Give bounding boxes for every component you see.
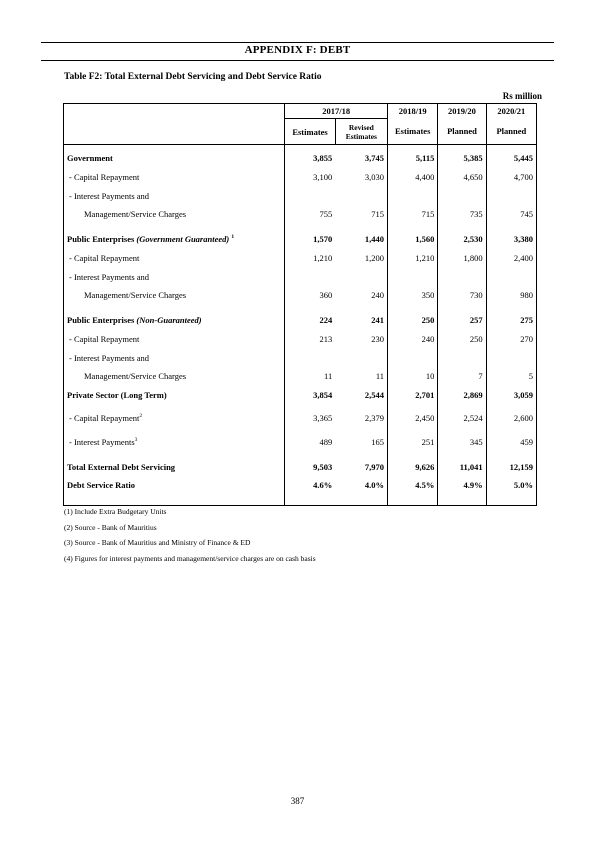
cell: 745 xyxy=(486,201,536,219)
cell: 1,210 xyxy=(388,244,438,263)
appendix-title: APPENDIX F: DEBT xyxy=(244,44,351,56)
cell: 459 xyxy=(486,423,536,447)
cell: 224 xyxy=(285,307,335,325)
row-label-cont: Management/Service Charges xyxy=(64,201,285,219)
cell: 715 xyxy=(371,208,385,219)
cell: 3,030 xyxy=(364,171,385,182)
cell: 1,200 xyxy=(364,252,385,263)
row-label: - Capital Repayment xyxy=(64,163,285,182)
cell: 755 xyxy=(285,201,335,219)
cell: 1,440 xyxy=(364,233,385,244)
row-label: Total External Debt Servicing xyxy=(64,454,285,472)
cell: 4.6% xyxy=(285,472,335,490)
cell: 2,544 xyxy=(364,389,385,400)
header-row-years xyxy=(64,104,537,119)
cell: 730 xyxy=(438,282,486,300)
cell: 2,400 xyxy=(486,244,536,263)
header-sub-planned-2: Planned xyxy=(486,119,536,145)
header-sub-estimates: Estimates xyxy=(285,119,335,145)
table-row xyxy=(64,400,537,423)
row-label: - Capital Repayment$^2$ xyxy=(64,400,285,423)
cell: 2,869 xyxy=(438,381,486,400)
cell: 1,560 xyxy=(388,226,438,244)
row-label: - Interest Payments and xyxy=(64,263,285,282)
cell: 345 xyxy=(438,423,486,447)
cell: 241 xyxy=(371,314,385,325)
table-row xyxy=(64,282,537,300)
cell: 213 xyxy=(285,325,335,344)
header-2019-20: 2019/20 xyxy=(438,104,486,119)
footnote: (1) Include Extra Budgetary Units xyxy=(64,507,167,516)
cell: 12,159 xyxy=(486,454,536,472)
cell: 11 xyxy=(375,370,385,381)
cell: 10 xyxy=(388,363,438,381)
cell: 3,855 xyxy=(285,145,335,163)
table-row xyxy=(64,363,537,381)
cell: 5,385 xyxy=(438,145,486,163)
header-sub-planned: Planned xyxy=(438,119,486,145)
table-row xyxy=(64,423,537,447)
header-sub-estimates-2: Estimates xyxy=(388,119,438,145)
cell: 4,650 xyxy=(438,163,486,182)
cell: 7 xyxy=(438,363,486,381)
cell: 4.9% xyxy=(438,472,486,490)
cell: 360 xyxy=(285,282,335,300)
cell: 350 xyxy=(388,282,438,300)
table-row xyxy=(64,226,537,244)
cell: 11 xyxy=(285,363,335,381)
footnotes xyxy=(64,504,316,566)
table-row-ratio xyxy=(64,472,537,490)
cell: 230 xyxy=(371,333,385,344)
cell: 3,059 xyxy=(486,381,536,400)
cell: 735 xyxy=(438,201,486,219)
row-label-cont: Management/Service Charges xyxy=(64,363,285,381)
cell: 4,400 xyxy=(388,163,438,182)
cell: 9,626 xyxy=(388,454,438,472)
row-label: Debt Service Ratio xyxy=(64,472,285,490)
table-row xyxy=(64,344,537,363)
cell: 5,445 xyxy=(486,145,536,163)
table-row xyxy=(64,325,537,344)
cell: 2,530 xyxy=(438,226,486,244)
cell: 7,970 xyxy=(364,461,385,472)
cell: 240 xyxy=(388,325,438,344)
row-label: Government xyxy=(64,145,285,163)
row-label: - Interest Payments and xyxy=(64,344,285,363)
footnote: (4) Figures for interest payments and management/service charges are on cash basis xyxy=(64,553,316,563)
row-label: Public Enterprises (Non-Guaranteed) xyxy=(64,307,285,325)
cell: 257 xyxy=(438,307,486,325)
header-rule-top xyxy=(41,42,554,43)
cell: 2,379 xyxy=(364,412,385,423)
row-label: - Interest Payments and xyxy=(64,182,285,201)
row-label-cont: Management/Service Charges xyxy=(64,282,285,300)
table-row xyxy=(64,381,537,400)
cell: 3,365 xyxy=(285,400,335,423)
table-row xyxy=(64,182,537,201)
table-title: Table F2: Total External Debt Servicing and Debt Service Ratio xyxy=(64,72,322,82)
cell: 980 xyxy=(486,282,536,300)
cell: 4.0% xyxy=(364,479,385,490)
row-label: - Interest Payments$^3$ xyxy=(64,423,285,447)
header-blank xyxy=(64,104,285,119)
cell: 489 xyxy=(285,423,335,447)
cell: 1,570 xyxy=(285,226,335,244)
cell: 165 xyxy=(371,436,385,447)
cell: 275 xyxy=(486,307,536,325)
footnote: (3) Source - Bank of Mauritius and Ministry of Finance & ED xyxy=(64,538,251,547)
table-row xyxy=(64,163,537,182)
page-number: 387 xyxy=(290,796,305,806)
cell: 251 xyxy=(388,423,438,447)
cell: 715 xyxy=(388,201,438,219)
table-row xyxy=(64,263,537,282)
cell: 1,800 xyxy=(438,244,486,263)
row-label: - Capital Repayment xyxy=(64,244,285,263)
header-2017-18: 2017/18 xyxy=(285,104,388,119)
cell: 11,041 xyxy=(438,454,486,472)
header-row-sub xyxy=(64,119,537,145)
header-2020-21: 2020/21 xyxy=(486,104,536,119)
cell: 2,450 xyxy=(388,400,438,423)
cell: 270 xyxy=(486,325,536,344)
header-2018-19: 2018/19 xyxy=(388,104,438,119)
table-row xyxy=(64,201,537,219)
table-row xyxy=(64,145,537,163)
cell: 3,100 xyxy=(285,163,335,182)
cell: 2,600 xyxy=(486,400,536,423)
header-sub-revised: Revised Estimates xyxy=(335,119,387,145)
row-label: Public Enterprises (Government Guaranteed) $^1$ xyxy=(64,226,285,244)
row-label: - Capital Repayment xyxy=(64,325,285,344)
row-label: Private Sector (Long Term) xyxy=(64,381,285,400)
cell: 250 xyxy=(388,307,438,325)
cell: 3,380 xyxy=(486,226,536,244)
cell: 1,210 xyxy=(285,244,335,263)
table-row-total xyxy=(64,454,537,472)
cell: 5.0% xyxy=(486,472,536,490)
table-row xyxy=(64,307,537,325)
cell: 2,701 xyxy=(388,381,438,400)
cell: 9,503 xyxy=(285,454,335,472)
cell: 250 xyxy=(438,325,486,344)
footnote: (2) Source - Bank of Mauritius xyxy=(64,522,157,532)
cell: 3,745 xyxy=(364,152,385,163)
header-rule-bottom xyxy=(41,60,554,61)
cell: 4.5% xyxy=(388,472,438,490)
header-blank-2 xyxy=(64,119,285,145)
cell: 3,854 xyxy=(285,381,335,400)
debt-table xyxy=(63,103,537,506)
unit-label: Rs million xyxy=(502,91,542,101)
cell: 2,524 xyxy=(438,400,486,423)
table-row xyxy=(64,244,537,263)
cell: 240 xyxy=(371,289,385,300)
cell: 5,115 xyxy=(388,145,438,163)
cell: 5 xyxy=(486,363,536,381)
cell: 4,700 xyxy=(486,163,536,182)
